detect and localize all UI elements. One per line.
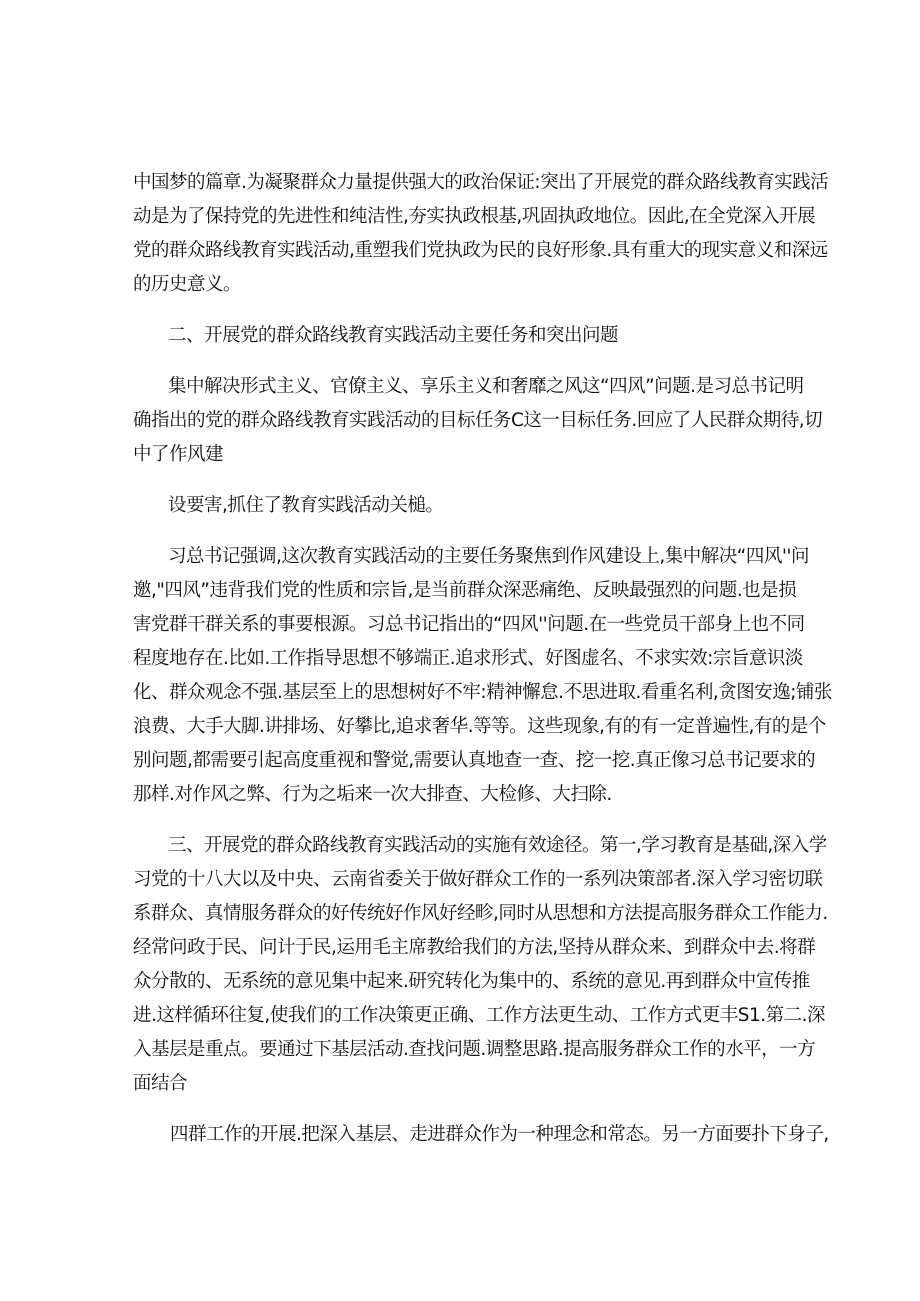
- text-line: 进.这样循环往复,使我们的工作决策更正确、工作方法更生动、工作方式更丰S1.第二.深: [133, 1005, 826, 1026]
- text-line: 入基层是重点。要通过下基层活动.查找问题.调整思路.提高服务群众工作的水平，一方: [133, 1039, 816, 1060]
- text-line: 习总书记强调,这次教育实践活动的主要任务聚焦到作风建设上,集中解决“四风''问: [168, 546, 810, 567]
- text-line: 众分散的、无系统的意见集中起来.研究转化为集中的、系统的意见.再到群众中宣传推: [133, 971, 810, 992]
- text-line: 党的群众路线教育实践活动,重塑我们党执政为民的良好形象.具有重大的现实意义和深远: [133, 240, 828, 261]
- text-line: 中了作风建: [133, 444, 224, 465]
- text-line: 那样.对作风之弊、行为之垢来一次大排查、大检修、大扫除.: [133, 784, 612, 805]
- text-line: 确指出的党的群众路线教育实践活动的目标任务C这一目标任务.回应了人民群众期待,切: [133, 410, 823, 431]
- text-line: 系群众、真情服务群众的好传统好作风好经畛,同时从思想和方法提高服务群众工作能力.: [133, 903, 828, 924]
- text-line: 习党的十八大以及中央、云南省委关于做好群众工作的一系列决策部者.深入学习密切联: [133, 869, 823, 890]
- text-line: 别问题,都需要引起高度重视和警觉,需要认真地查一查、挖一挖.真正像习总书记要求的: [133, 750, 816, 771]
- text-line: 二、开展党的群众路线教育实践活动主要任务和突出问题: [168, 325, 619, 346]
- text-line: 设要害,抓住了教育实践活动关槌。: [168, 495, 444, 516]
- text-line: 动是为了保持党的先进性和纯洁性,夯实执政根基,巩固执政地位。因此,在全党深入开展: [133, 206, 816, 227]
- text-line: 化、群众观念不强.基层至上的思想树好不牢:精神懈怠.不思进取.看重名利,贪图安逸;铺张: [133, 682, 832, 703]
- text-line: 程度地存在.比如.工作指导思想不够端正.追求形式、好图虚名、不求实效:宗旨意识淡: [133, 648, 803, 669]
- text-line: 四群工作的开展.把深入基层、走进群众作为一种理念和常态。另一方面要扑下身子,: [170, 1124, 829, 1145]
- text-line: 经常问政于民、问计于民,运用毛主席教给我们的方法,坚持从群众来、到群众中去.将群: [133, 937, 816, 958]
- text-line: 的历史意义。: [133, 274, 242, 295]
- text-line: 面结合: [133, 1073, 188, 1094]
- text-line: 害党群干群关系的事要根源。习总书记指出的“四风''问题.在一些党员干部身上也不同: [133, 614, 805, 635]
- text-line: 浪费、大手大脚.讲排场、好攀比,追求奢华.等等。这些现象,有的有一定普遍性,有的是个: [133, 716, 826, 737]
- text-line: 集中解决形式主义、官僚主义、享乐主义和奢靡之风这“四风”问题.是习总书记明: [168, 376, 804, 397]
- text-line: 邀,"四风”违背我们党的性质和宗旨,是当前群众深恶痛绝、反映最强烈的问题.也是损: [133, 580, 797, 601]
- text-line: 中国梦的篇章.为凝聚群众力量提供强大的政治保证:突出了开展党的群众路线教育实践活: [133, 172, 829, 193]
- text-line: 三、开展党的群众路线教育实践活动的实施有效途径。第一,学习教育是基础,深入学: [168, 835, 827, 856]
